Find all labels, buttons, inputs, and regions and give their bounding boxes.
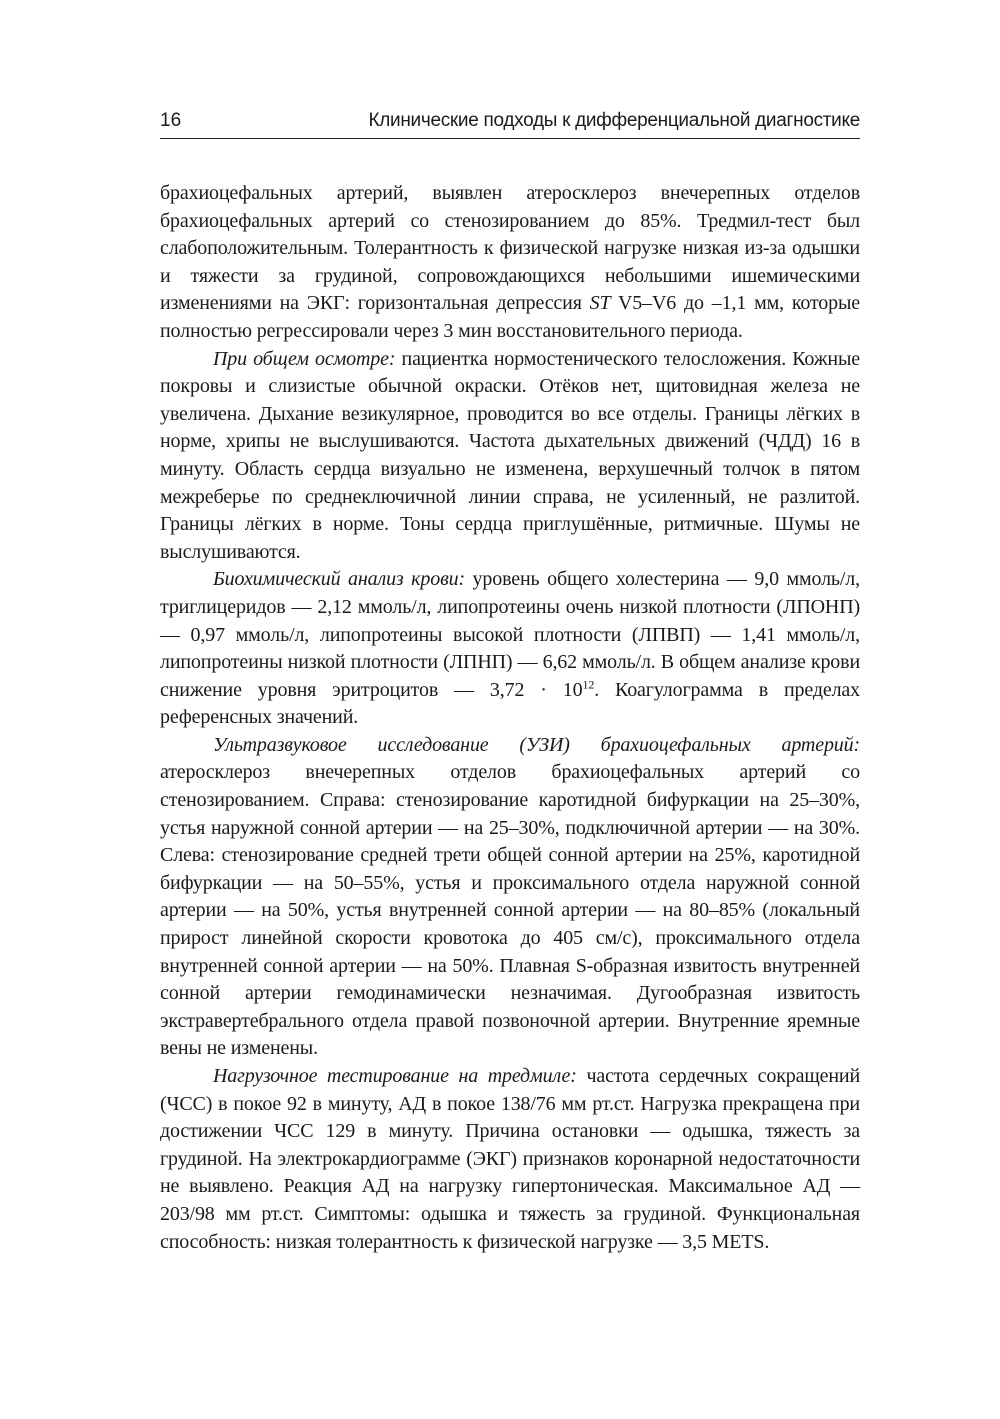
paragraph-lead: При общем осмотре:	[213, 347, 396, 370]
paragraph-text: частота сердечных сокращений (ЧСС) в покое 92 в минуту, АД в покое 138/76 мм рт.ст. Нагрузка прекращена при достижении ЧСС 129 в минуту. Причина остановки — одышка, тяжесть за грудиной. На электрокардиограмме (ЭКГ) признаков коронарной недостаточности не выявлено. Реакция АД на нагрузку гипертоническая. Максимальное АД — 203/98 мм рт.ст. Симптомы: одышка и тяжесть за грудиной. Функциональная способность: низкая толерантность к физической нагрузке — 3,5 METS.	[160, 1065, 860, 1253]
page-header	[160, 108, 860, 139]
exponent: 12	[582, 677, 595, 692]
paragraph-text: атеросклероз внечерепных отделов брахиоцефальных артерий со стенозированием. Справа: стенозирование каротидной бифуркации на 25–30%, устья наружной сонной артерии — на 25–30%, подключичной артерии — на 30%. Слева: стенозирование средней трети общей сонной артерии на 25%, каротидной бифуркации — на 50–55%, устья и проксимального отдела наружной сонной артерии — на 50%, устья внутренней сонной артерии — на 80–85% (локальный прирост линейной скорости кровотока до 405 см/с), проксимального отдела внутренней сонной артерии — на 50%. Плавная S-образная извитость внутренней сонной артерии гемодинамически незначимая. Дугообразная извитость экстравертебрального отдела правой позвоночной артерии. Внутренние яремные вены не изменены.	[160, 761, 860, 1060]
st-segment-label: ST	[589, 292, 611, 315]
paragraph-biochemistry	[160, 566, 860, 732]
paragraph-continuation	[160, 180, 860, 346]
paragraph-text: пациентка нормостенического телосложения. Кожные покровы и слизистые обычной окраски. Отёков нет, щитовидная железа не увеличена. Дыхание везикулярное, проводится во все отделы. Границы лёгких в норме, хрипы не выслушиваются. Частота дыхательных движений (ЧДД) 16 в минуту. Область сердца визуально не изменена, верхушечный толчок в пятом межреберье по среднеключичной линии справа, не усиленный, не разлитой. Границы лёгких в норме. Тоны сердца приглушённые, ритмичные. Шумы не выслушиваются.	[160, 347, 861, 563]
paragraph-lead: Нагрузочное тестирование на тредмиле:	[213, 1065, 577, 1087]
paragraph-text-end: V5–V6 до –1,1 мм, которые полностью регрессировали через 3 мин восстановительного периода.	[160, 292, 860, 342]
paragraph-general-exam	[160, 346, 860, 567]
paragraph-text: уровень общего холестерина — 9,0 ммоль/л, триглицеридов — 2,12 ммоль/л, липопротеины очень низкой плотности (ЛПОНП) — 0,97 ммоль/л, липопротеины высокой плотности (ЛПВП) — 1,41 ммоль/л, липопротеины низкой плотности (ЛПНП) — 6,62 ммоль/л. В общем анализе крови снижение уровня эритроцитов — 3,72 · 10	[160, 568, 860, 701]
page-number: 16	[160, 110, 182, 131]
paragraph-ultrasound	[160, 732, 860, 1063]
paragraph-treadmill	[160, 1063, 860, 1256]
paragraph-lead: Биохимический анализ крови:	[213, 568, 465, 591]
running-title: Клинические подходы к дифференциальной диагностике	[368, 110, 860, 131]
body-text	[160, 180, 860, 1256]
paragraph-lead: Ультразвуковое исследование (УЗИ) брахиоцефальных артерий:	[213, 733, 860, 756]
paragraph-text: брахиоцефальных артерий, выявлен атеросклероз внечерепных отделов брахиоцефальных артерий со стенозированием до 85%. Тредмил-тест был слабоположительным. Толерантность к физической нагрузке низкая из-за одышки и тяжести за грудиной, сопровождающихся небольшими ишемическими изменениями на ЭКГ: горизонтальная депрессия	[160, 182, 860, 315]
paragraph-text-end: . Коагулограмма в пределах референсных значений.	[160, 678, 860, 729]
